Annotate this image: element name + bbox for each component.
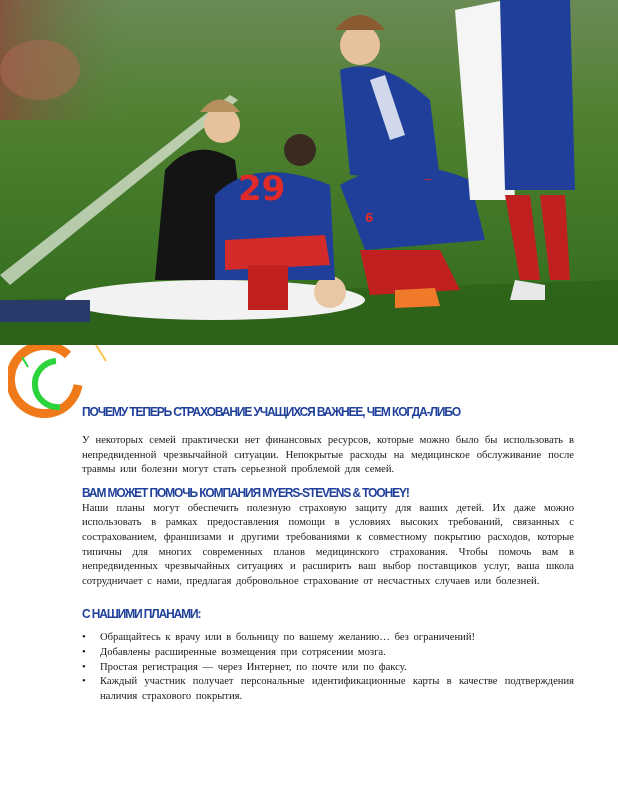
content: [82, 404, 574, 704]
bullet-icon: •: [82, 632, 86, 644]
jersey-number-small: 6: [365, 211, 374, 225]
section-paragraph-why: У некоторых семей практически нет финансовых ресурсов, которые можно было бы использовать в непредвиденной чрезвычайной ситуации. Непокрытые расходы на медицинское обслуживание после травмы или болезни могут стать серьезной проблемой для семей.: [82, 435, 574, 476]
section-paragraph-help: Наши планы могут обеспечить полезную страховую защиту для ваших детей. Их даже можно использовать в рамках предоставления помощи в условиях высоких требований, связанных с сострахованием, франшизами и другими требованиями к совместному покрытию расходов, которые типичны для многих современных планов медицинского страхования. Чтобы помочь вам в непредвиденных чрезвычайных ситуациях и расширить ваш выбор поставщиков услуг, ваша школа сотрудничает с нами, предлагая добровольное страхование от несчастных случаев или болезней.: [82, 502, 574, 587]
logo-accent-yellow: [96, 345, 106, 361]
plans-list: [82, 631, 574, 704]
background-blur: [0, 40, 80, 100]
bullet-icon: •: [82, 661, 86, 673]
list-item: [82, 646, 574, 661]
list-item-text: Простая регистрация — через Интернет, по почте или по факсу.: [100, 661, 407, 673]
list-item: [82, 661, 574, 676]
list-item: [82, 631, 574, 646]
section-heading-plans: С НАШИМИ ПЛАНАМИ:: [82, 606, 201, 622]
list-item-text: Добавлены расширенные возмещения при сотрясении мозга.: [100, 646, 386, 658]
logo-green-arc: [35, 361, 60, 407]
hero-photo: [0, 0, 618, 345]
bullet-icon: •: [82, 646, 86, 658]
list-item-text: Обращайтесь к врачу или в больницу по вашему желанию… без ограничений!: [100, 632, 476, 644]
list-item: [82, 675, 574, 704]
list-item-text: Каждый участник получает персональные идентификационные карты в качестве подтверждения наличия страхового покрытия.: [100, 676, 574, 702]
section-heading-why: ПОЧЕМУ ТЕПЕРЬ СТРАХОВАНИЕ УЧАЩИХСЯ ВАЖНЕЕ, ЧЕМ КОГДА-ЛИБО: [82, 404, 461, 419]
bullet-icon: •: [82, 676, 86, 688]
jersey-number-left: 29: [238, 169, 286, 209]
hero-photo-illustration: [0, 0, 618, 345]
logo-accent: [22, 357, 28, 367]
section-heading-help: ВАМ МОЖЕТ ПОМОЧЬ КОМПАНИЯ MYERS-STEVENS & TOOHEY!: [82, 484, 409, 500]
